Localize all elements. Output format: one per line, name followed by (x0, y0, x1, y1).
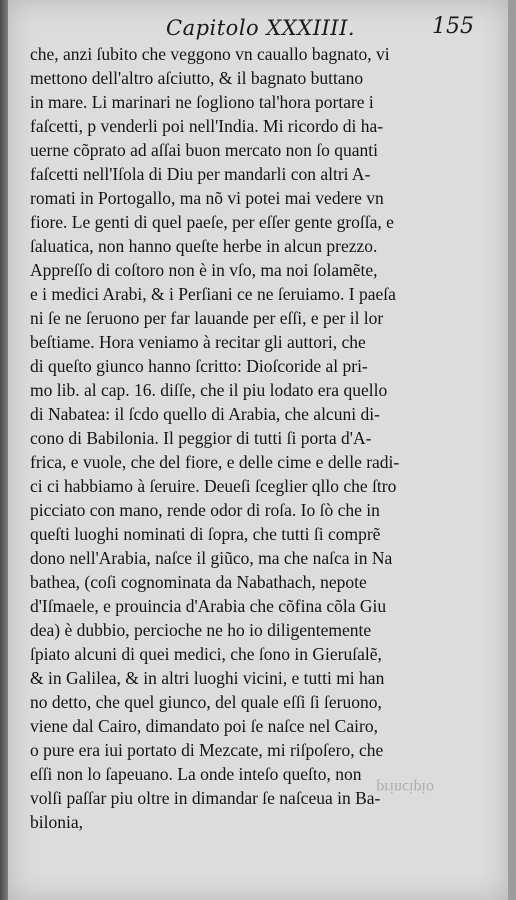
body-text (30, 42, 492, 834)
text-line: beſtiame. Hora veniamo à recitar gli auttori, che (30, 332, 366, 352)
text-line: di Nabatea: il ſcdo quello di Arabia, che alcuni di- (30, 404, 380, 424)
text-line: ſpiato alcuni di quei medici, che ſono in Gieruſalẽ, (30, 644, 382, 664)
text-line: ſaluatica, non hanno queſte herbe in alcun prezzo. (30, 236, 378, 256)
text-line: d'Iſmaele, e prouincia d'Arabia che cõfina cõla Giu (30, 596, 387, 616)
page-header (8, 10, 508, 40)
text-line: mettono dell'altro aſciutto, & il bagnato buttano (30, 68, 364, 88)
text-line: dono nell'Arabia, naſce il giũco, ma che naſca in Na (30, 548, 393, 568)
text-line: fiore. Le genti di quel paeſe, per eſſer gente groſſa, e (30, 212, 394, 232)
text-line: & in Galilea, & in altri luoghi vicini, e tutti mi han (30, 668, 385, 688)
book-page (8, 0, 508, 900)
text-line: ni ſe ne ſeruono per far lauande per eſſi, e per il lor (30, 308, 384, 328)
text-line: che, anzi ſubito che veggono vn cauallo bagnato, vi (30, 44, 390, 64)
text-line: picciato con mano, rende odor di roſa. Io ſò che in (30, 500, 380, 520)
text-line: queſti luoghi nominati di ſopra, che tutti ſi comprẽ (30, 524, 381, 544)
running-title: Capitolo XXXIIII. (166, 16, 356, 40)
text-line: mo lib. al cap. 16. diſſe, che il piu lodato era quello (30, 380, 388, 400)
text-line: eſſi non lo ſapeuano. La onde inteſo queſto, non (30, 764, 362, 784)
text-line: cono di Babilonia. Il peggior di tutti ſi porta d'A- (30, 428, 372, 448)
text-line: di queſto giunco hanno ſcritto: Dioſcoride al pri- (30, 356, 368, 376)
text-line: ci ci habbiamo à ſeruire. Deueſi ſceglier qllo che ſtro (30, 476, 397, 496)
text-line: o pure era iui portato di Mezcate, mi riſpoſero, che (30, 740, 384, 760)
text-line: in mare. Li marinari ne ſogliono tal'hora portare i (30, 92, 374, 112)
text-line: viene dal Cairo, dimandato poi ſe naſce nel Cairo, (30, 716, 378, 736)
bleed-through-text: principio (376, 779, 434, 796)
text-line: romati in Portogallo, ma nõ vi potei mai vedere vn (30, 188, 384, 208)
text-line: bathea, (coſi cognominata da Nabathach, nepote (30, 572, 367, 592)
text-line: dea) è dubbio, percioche ne ho io diligentemente (30, 620, 372, 640)
text-line: bilonia, (30, 812, 83, 832)
text-line: Appreſſo di coſtoro non è in vſo, ma noi ſolamẽte, (30, 260, 378, 280)
text-line: volſi paſſar piu oltre in dimandar ſe naſceua in Ba- (30, 788, 381, 808)
text-line: uerne cõprato ad aſſai buon mercato non ſo quanti (30, 140, 378, 160)
text-line: faſcetti nell'Iſola di Diu per mandarli con altri A- (30, 164, 371, 184)
text-line: faſcetti, p venderli poi nell'India. Mi ricordo di ha- (30, 116, 384, 136)
text-line: frica, e vuole, che del fiore, e delle cime e delle radi- (30, 452, 400, 472)
text-line: e i medici Arabi, & i Perſiani ce ne ſeruiamo. I paeſa (30, 284, 396, 304)
text-line: no detto, che quel giunco, del quale eſſi ſi ſeruono, (30, 692, 382, 712)
page-number: 155 (432, 14, 474, 39)
